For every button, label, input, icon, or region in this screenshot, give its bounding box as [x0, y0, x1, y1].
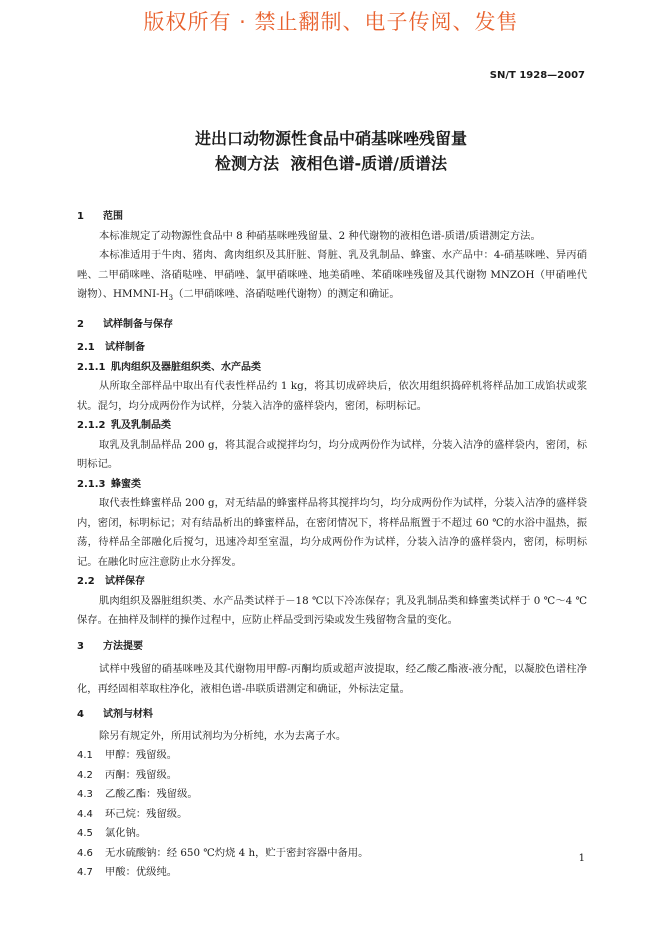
subsection-title: 乳及乳制品类 — [111, 420, 171, 432]
section-number: 2 — [77, 318, 84, 330]
section-3-paragraph: 试样中残留的硝基咪唑及其代谢物用甲醇-丙酮均质或超声波提取，经乙酸乙酯液-液分配，以凝胶色谱柱净化，再经固相萃取柱净化，液相色谱-串联质谱测定和确证，外标法定量。 — [77, 663, 587, 695]
subsection-number: 2.1 — [77, 342, 95, 354]
item-number: 4.6 — [77, 847, 93, 859]
item-text: 乙酸乙酯：残留级。 — [105, 788, 198, 801]
list-item — [77, 805, 587, 825]
section-1-heading — [77, 207, 587, 227]
subsection-2-1-3-heading — [77, 475, 587, 495]
document-body — [77, 207, 587, 883]
document-title-line2: 检测方法 液相色谱-质谱/质谱法 — [214, 154, 448, 173]
list-item — [77, 844, 587, 864]
subscript: 3 — [168, 294, 174, 303]
subsection-title: 蜂蜜类 — [111, 478, 141, 490]
item-text: 环己烷：残留级。 — [105, 807, 188, 820]
item-number: 4.3 — [77, 789, 93, 801]
list-item — [77, 746, 587, 766]
subsection-2-2-heading — [77, 572, 587, 592]
item-text: 甲酸：优级纯。 — [105, 866, 178, 879]
list-item — [77, 766, 587, 786]
subsection-number: 2.1.2 — [77, 420, 106, 432]
subsection-title: 肌肉组织及器脏组织类、水产品类 — [111, 361, 261, 373]
document-title-line1: 进出口动物源性食品中硝基咪唑残留量 — [194, 129, 467, 148]
subsection-number: 2.1.1 — [77, 361, 106, 373]
item-text: 丙酮：残留级。 — [105, 768, 178, 781]
item-number: 4.5 — [77, 828, 93, 840]
subsection-title: 试样保存 — [105, 576, 145, 588]
section-number: 3 — [77, 640, 84, 652]
item-text: 氯化钠。 — [105, 827, 147, 840]
item-number: 4.4 — [77, 808, 93, 820]
section-title: 试样制备与保存 — [103, 318, 173, 330]
subsection-2-1-1-paragraph: 从所取全部样品中取出有代表性样品约 1 kg，将其切成碎块后，依次用组织捣碎机将样品加工成馅状或浆状。混匀，均分成两份作为试样，分装入洁净的盛样袋内，密闭，标明标记。 — [77, 380, 587, 412]
section-title: 范围 — [103, 211, 123, 222]
section-number: 1 — [77, 211, 84, 222]
section-number: 4 — [77, 709, 84, 721]
section-1-paragraph-2 — [77, 246, 587, 309]
paragraph-text: （二甲硝咪唑、洛硝哒唑代谢物）的测定和确证。 — [173, 288, 400, 300]
paragraph-text: 本标准适用于牛肉、猪肉、禽肉组织及其肝脏、肾脏、乳及乳制品、蜂蜜、水产品中：4-硝基咪唑、异丙硝唑、二甲硝咪唑、洛硝哒唑、甲硝唑、氯甲硝咪唑、地美硝唑、苯硝咪唑残留及其代谢物 MNZOH（甲硝唑代谢物）、HMMNI-H — [77, 249, 587, 300]
item-number: 4.2 — [77, 769, 93, 781]
subsection-2-1-3-paragraph: 取代表性蜂蜜样品 200 g，对无结晶的蜂蜜样品将其搅拌均匀，均分成两份作为试样，分装入洁净的盛样袋内，密闭，标明标记；对有结晶析出的蜂蜜样品，在密闭情况下，将样品瓶置于不超过 60 ℃的水浴中温热，振荡，待样品全部融化后搅匀，迅速冷却至室温，均分成两份作为试样，分装入洁净的盛样袋内，密闭，标明标记。在融化时应注意防止水分挥发。 — [77, 497, 587, 568]
list-item — [77, 785, 587, 805]
section-2-heading — [77, 315, 587, 335]
list-item — [77, 824, 587, 844]
subsection-number: 2.1.3 — [77, 478, 106, 490]
standard-number: SN/T 1928—2007 — [489, 70, 585, 81]
page-number: 1 — [578, 853, 585, 864]
section-4-heading — [77, 705, 587, 725]
subsection-2-1-2-heading — [77, 416, 587, 436]
section-title: 方法提要 — [103, 640, 143, 652]
subsection-2-2-paragraph: 肌肉组织及器脏组织类、水产品类试样于－18 ℃以下冷冻保存；乳及乳制品类和蜂蜜类试样于 0 ℃～4 ℃保存。在抽样及制样的操作过程中，应防止样品受到污染或发生残留物含量的变化。 — [77, 594, 587, 627]
subsection-2-1-heading — [77, 338, 587, 358]
item-text: 甲醇：残留级。 — [105, 749, 178, 762]
subsection-number: 2.2 — [77, 576, 95, 588]
section-title: 试剂与材料 — [103, 709, 153, 721]
section-3-heading — [77, 637, 587, 657]
item-number: 4.7 — [77, 867, 93, 879]
subsection-2-1-2-paragraph: 取乳及乳制品样品 200 g，将其混合或搅拌均匀，均分成两份作为试样，分装入洁净的盛样袋内，密闭，标明标记。 — [77, 438, 587, 471]
list-item — [77, 863, 587, 883]
item-number: 4.1 — [77, 750, 93, 762]
copyright-watermark: 版权所有 · 禁止翻制、电子传阅、发售 — [143, 10, 519, 34]
subsection-2-1-1-heading — [77, 358, 587, 378]
subsection-title: 试样制备 — [105, 342, 145, 354]
item-text: 无水硫酸钠：经 650 ℃灼烧 4 h，贮于密封容器中备用。 — [105, 846, 369, 859]
section-4-paragraph: 除另有规定外，所用试剂均为分析纯，水为去离子水。 — [99, 729, 347, 742]
section-1-paragraph-1: 本标准规定了动物源性食品中 8 种硝基咪唑残留量、2 种代谢物的液相色谱-质谱/质谱测定方法。 — [99, 229, 541, 242]
